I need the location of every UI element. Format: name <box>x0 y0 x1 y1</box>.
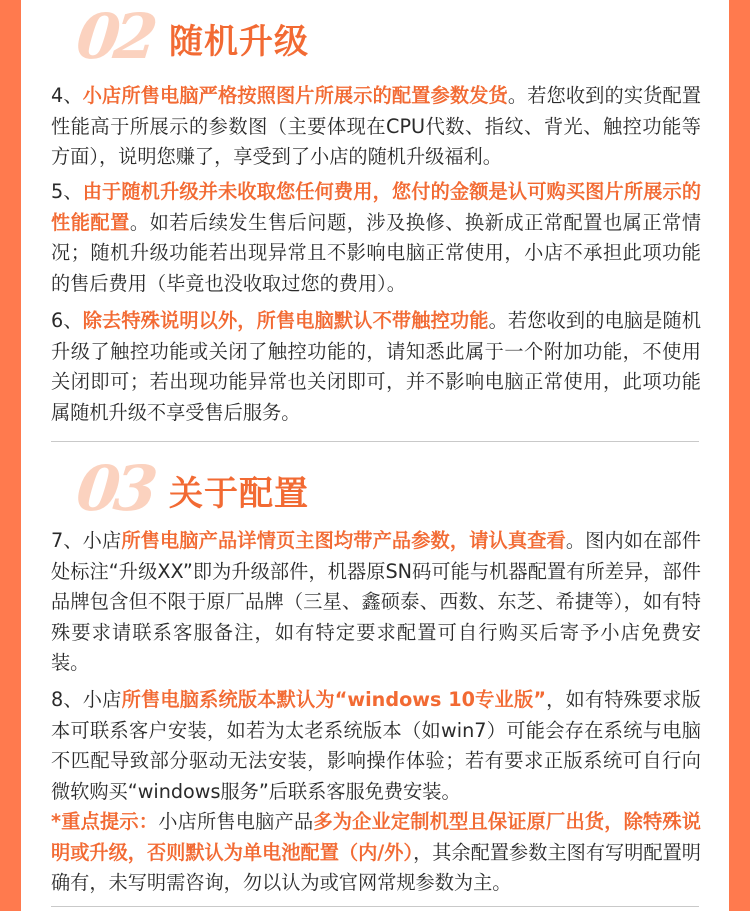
bottom-divider <box>51 906 699 907</box>
item-7-text: 。图内如在部件处标注“升级XX”即为升级部件，机器原SN码可能与机器配置有所差异，部件品牌包含但不限于原厂品牌（三星、鑫硕泰、西数、东芝、希捷等），如有特殊要求请联系客服备注，如有特定要求配置可自行购买后寄予小店免费安装。 <box>51 529 701 674</box>
item-8-text: ，如有特殊要求版本可联系客户安装，如若为太老系统版本（如win7）可能会存在系统与电脑不匹配导致部分驱动无法安装，影响操作体验；若有要求正版系统可自行向微软购买“windows服务”后联系客服免费安装。 <box>51 688 701 803</box>
section-02-heading <box>21 2 729 72</box>
item-5 <box>51 177 701 299</box>
item-8-prefix: 8、小店 <box>51 688 122 711</box>
section-02-title: 随机升级 <box>169 22 309 62</box>
item-4 <box>51 81 701 173</box>
section-02-number: 02 <box>73 0 156 73</box>
notice-text: ，其余配置参数主图有写明配置明确有，未写明需咨询，勿以认为或官网常规参数为主。 <box>51 840 701 894</box>
item-5-text: 。如若后续发生售后问题，涉及换修、换新成正常配置也属正常情况；随机升级功能若出现异常且不影响电脑正常使用，小店不承担此项功能的售后费用（毕竟也没收取过您的费用）。 <box>51 210 702 295</box>
notice-highlight: 多为企业定制机型且保证原厂出货，除特殊说明或升级，否则默认为单电池配置（内/外） <box>51 810 701 864</box>
item-7 <box>51 526 701 679</box>
item-7-highlight: 所售电脑产品详情页主图均带产品参数，请认真查看 <box>121 529 566 552</box>
content-panel <box>21 0 729 911</box>
section-divider <box>51 441 699 442</box>
notice-label: *重点提示： <box>51 810 159 833</box>
notice-prefix: 小店所售电脑产品 <box>158 810 314 833</box>
item-8 <box>51 685 701 899</box>
item-4-highlight: 小店所售电脑严格按照图片所展示的配置参数发货 <box>82 84 508 107</box>
item-7-prefix: 7、小店 <box>51 529 122 552</box>
item-5-highlight: 由于随机升级并未收取您任何费用，您付的金额是认可购买图片所展示的性能配置 <box>51 180 702 234</box>
item-6-prefix: 6、 <box>51 309 83 332</box>
section-03-heading <box>21 454 729 524</box>
item-6-text: 。若您收到的电脑是随机升级了触控功能或关闭了触控功能的，请知悉此属于一个附加功能，不使用关闭即可；若出现功能异常也关闭即可，并不影响电脑正常使用，此项功能属随机升级不享受售后服务。 <box>51 309 702 424</box>
section-03-title: 关于配置 <box>169 474 309 514</box>
item-8-highlight: 所售电脑系统版本默认为“windows 10专业版” <box>121 688 546 711</box>
item-4-prefix: 4、 <box>51 84 83 107</box>
section-03-number: 03 <box>73 452 156 525</box>
item-4-text: 。若您收到的实货配置性能高于所展示的参数图（主要体现在CPU代数、指纹、背光、触控功能等方面），说明您赚了，享受到了小店的随机升级福利。 <box>51 84 702 168</box>
item-6 <box>51 306 701 428</box>
item-6-highlight: 除去特殊说明以外，所售电脑默认不带触控功能 <box>82 309 489 332</box>
item-5-prefix: 5、 <box>51 180 83 203</box>
